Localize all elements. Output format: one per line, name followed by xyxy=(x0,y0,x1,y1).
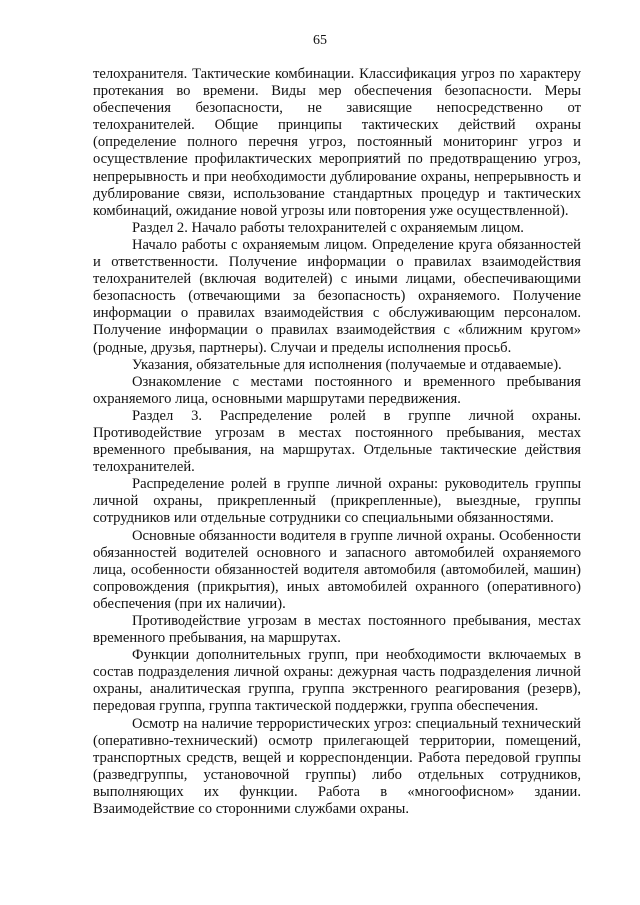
paragraph: телохранителя. Тактические комбинации. Классификация угроз по характеру протекания во времени. Виды мер обеспечения безопасности. Меры обеспечения безопасности, не зависящие непосредственно от телохранителей. Общие принципы тактических действий охраны (определение полного перечня угроз, постоянный мониторинг угроз и осуществление профилактических мероприятий по предотвращению угроз, непрерывность и при необходимости дублирование охраны, непрерывность и дублирование связи, использование стандартных процедур и тактических комбинаций, ожидание новой угрозы или повторения уже осуществленной). xyxy=(93,66,581,219)
paragraph: Осмотр на наличие террористических угроз: специальный технический (оперативно-технический) осмотр прилегающей территории, помещений, транспортных средств, вещей и корреспонденции. Работа передовой группы (разведгруппы, установочной группы) либо отдельных сотрудников, выполняющих их функции. Работа в «многоофисном» здании. Взаимодействие со сторонними службами охраны. xyxy=(93,715,581,818)
paragraph: Начало работы с охраняемым лицом. Определение круга обязанностей и ответственности. Получение информации о правилах взаимодействия телохранителей (включая водителей) с иными лицами, обеспечивающими безопасность (отвечающими за безопасность) охраняемого. Получение информации о правилах взаимодействия с обслуживающим персоналом. Получение информации о правилах взаимодействия с «ближним кругом» (родные, друзья, партнеры). Случаи и пределы исполнения просьб. xyxy=(93,236,581,356)
section-heading: Раздел 3. Распределение ролей в группе личной охраны. Противодействие угрозам в местах постоянного пребывания, местах временного пребывания, на маршрутах. Отдельные тактические действия телохранителей. xyxy=(93,407,581,476)
paragraph: Ознакомление с местами постоянного и временного пребывания охраняемого лица, основными маршрутами передвижения. xyxy=(93,373,581,407)
document-body xyxy=(93,66,581,818)
paragraph: Указания, обязательные для исполнения (получаемые и отдаваемые). xyxy=(132,356,562,373)
paragraph: Функции дополнительных групп, при необходимости включаемых в состав подразделения личной охраны: дежурная часть подразделения личной охраны, аналитическая группа, группа экстренного реагирования (резерв), передовая группа, группа тактической поддержки, группа обеспечения. xyxy=(93,647,581,715)
page-number: 65 xyxy=(313,33,327,48)
section-heading: Раздел 2. Начало работы телохранителей с охраняемым лицом. xyxy=(132,219,524,236)
paragraph: Основные обязанности водителя в группе личной охраны. Особенности обязанностей водителей основного и запасного автомобилей охраняемого лица, особенности обязанностей водителя автомобиля (автомобилей, машин) сопровождения (прикрытия), иных автомобилей охранного (оперативного) обеспечения (при их наличии). xyxy=(93,527,581,612)
paragraph: Противодействие угрозам в местах постоянного пребывания, местах временного пребывания, на маршрутах. xyxy=(93,613,581,647)
paragraph: Распределение ролей в группе личной охраны: руководитель группы личной охраны, прикрепленный (прикрепленные), выездные, группы сотрудников или отдельные сотрудники со специальными обязанностями. xyxy=(93,476,581,527)
